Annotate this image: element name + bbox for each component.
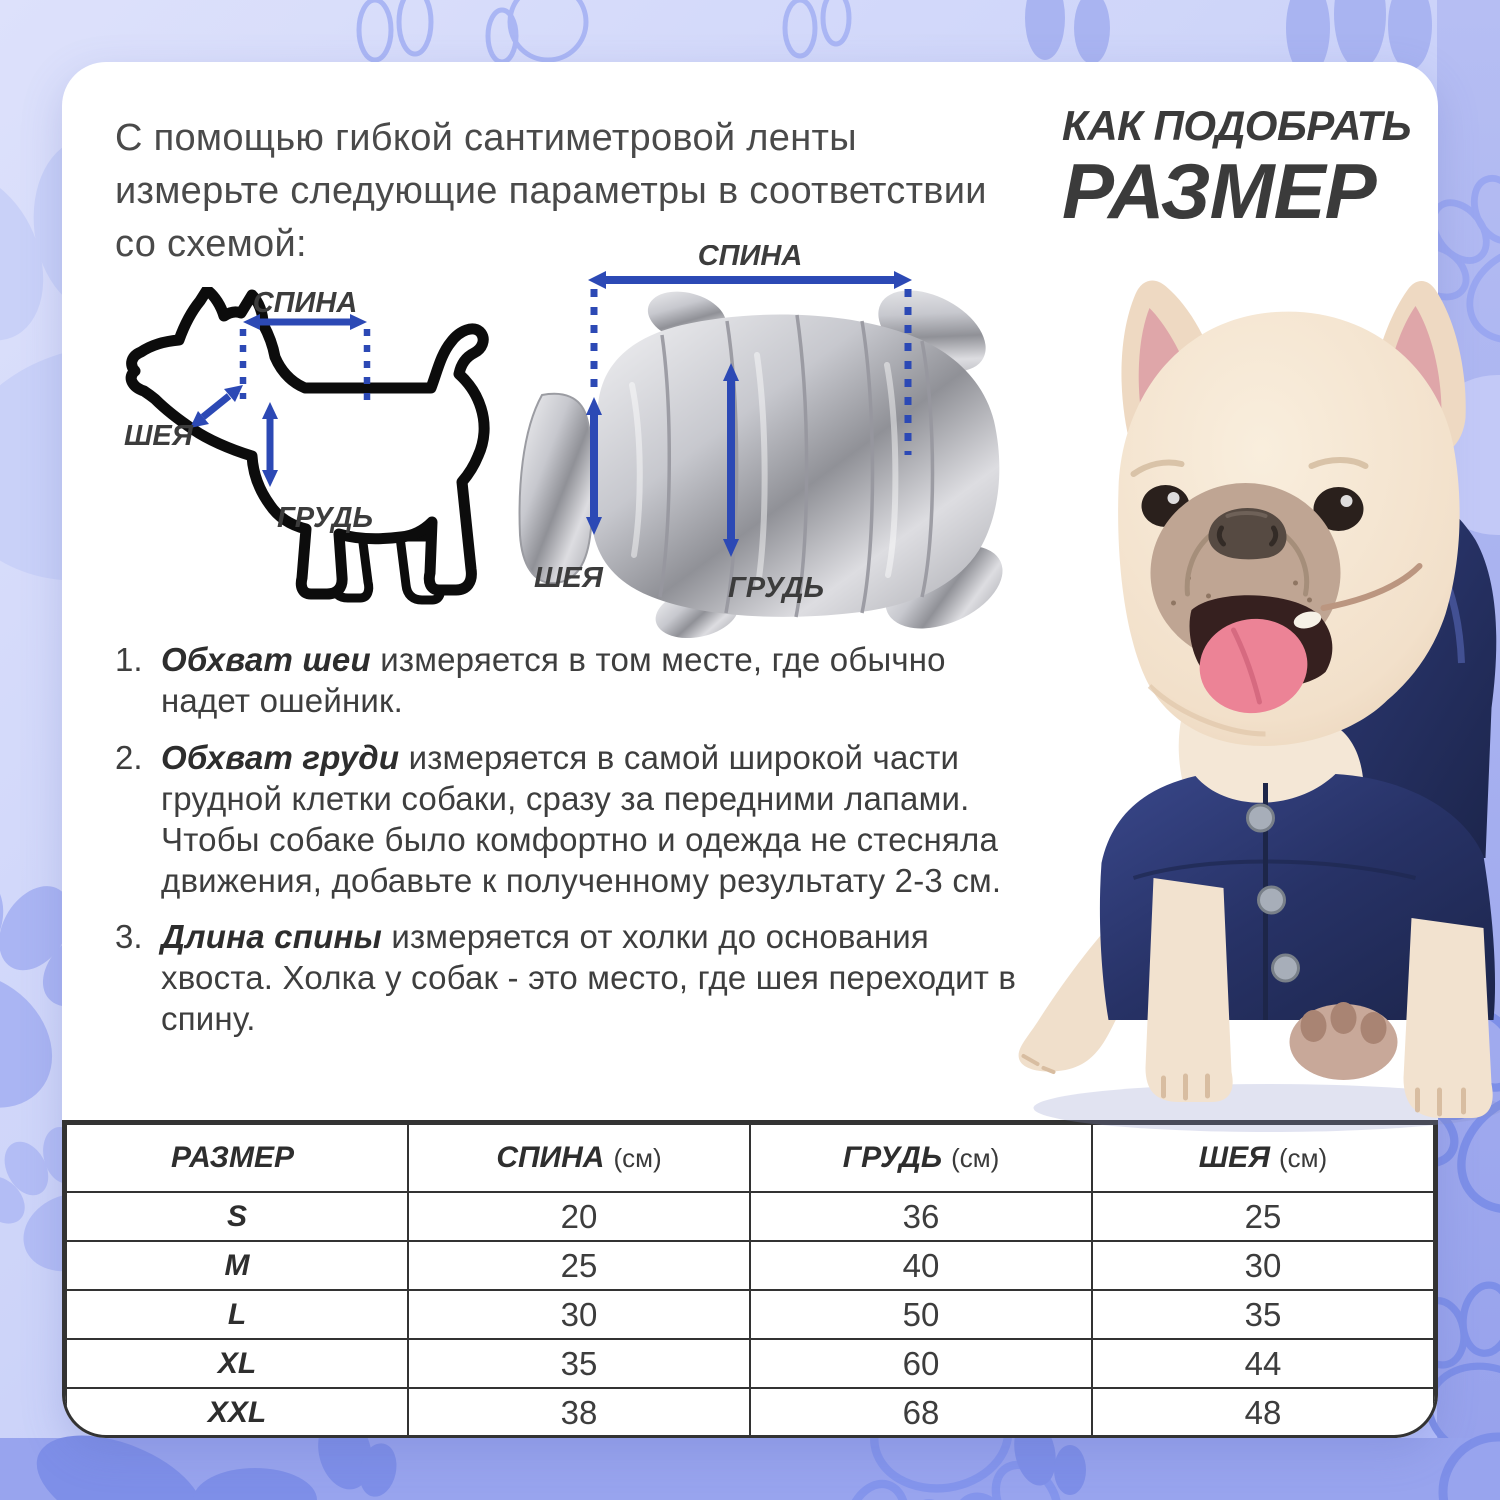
size-table xyxy=(62,1120,1438,1438)
jacket-measure-diagram xyxy=(512,245,1022,645)
label-back: СПИНА xyxy=(697,245,803,272)
instruction-body: измеряется в том месте, где обычно надет ошейник. xyxy=(161,641,946,719)
instruction-body: измеряется от холки до основания хвоста. Холка у собак - это место, где шея переходит в спину. xyxy=(161,918,1017,1038)
col-header-neck: ШЕЯ (см) xyxy=(1092,1124,1434,1192)
col-header-chest: ГРУДЬ (см) xyxy=(750,1124,1092,1192)
page-title xyxy=(1062,102,1462,236)
col-header-back: СПИНА (см) xyxy=(408,1124,750,1192)
intro-text: С помощью гибкой сантиметровой ленты измерьте следующие параметры в соответствии со схемой: xyxy=(115,117,987,266)
table-row: XXL 38 68 48 xyxy=(66,1388,1434,1437)
table-row: XL 35 60 44 xyxy=(66,1339,1434,1388)
page-title-line1: КАК ПОДОБРАТЬ xyxy=(1062,102,1412,149)
instruction-lead: Обхват шеи xyxy=(161,641,371,678)
instruction-lead: Длина спины xyxy=(161,918,382,956)
label-chest: ГРУДЬ xyxy=(728,572,825,604)
instruction-body: измеряется в самой широкой части грудной клетки собаки, сразу за передними лапами. Чтобы собаке было комфортно и одежда не стесняла движения, добавьте к полученному результату 2-3 см. xyxy=(161,738,1002,899)
table-row: M 25 40 30 xyxy=(66,1241,1434,1290)
label-neck: ШЕЯ xyxy=(534,562,603,594)
instruction-item-2: 2. Обхват груди измеряется в самой широкой части грудной клетки собаки, сразу за передними лапами. Чтобы собаке было комфортно и одежда не стесняла движения, добавьте к полученному результату 2-3 см. xyxy=(115,738,1002,899)
measure-instructions xyxy=(115,640,1025,1056)
label-neck: ШЕЯ xyxy=(124,420,193,452)
page-title-line2: РАЗМЕР xyxy=(1062,147,1376,236)
instruction-item-3: 3. Длина спины измеряется от холки до основания хвоста. Холка у собак - это место, где шея переходит в спину. xyxy=(115,918,1017,1038)
label-back: СПИНА xyxy=(252,287,358,319)
bulldog-photo xyxy=(1012,278,1500,1138)
instruction-item-1: 1. Обхват шеи измеряется в том месте, где обычно надет ошейник. xyxy=(115,641,946,719)
table-row: L 30 50 35 xyxy=(66,1290,1434,1339)
label-chest: ГРУДЬ xyxy=(277,502,374,534)
col-header-size: РАЗМЕР xyxy=(66,1124,408,1192)
table-row: S 20 36 25 xyxy=(66,1192,1434,1241)
instruction-lead: Обхват груди xyxy=(161,738,400,776)
